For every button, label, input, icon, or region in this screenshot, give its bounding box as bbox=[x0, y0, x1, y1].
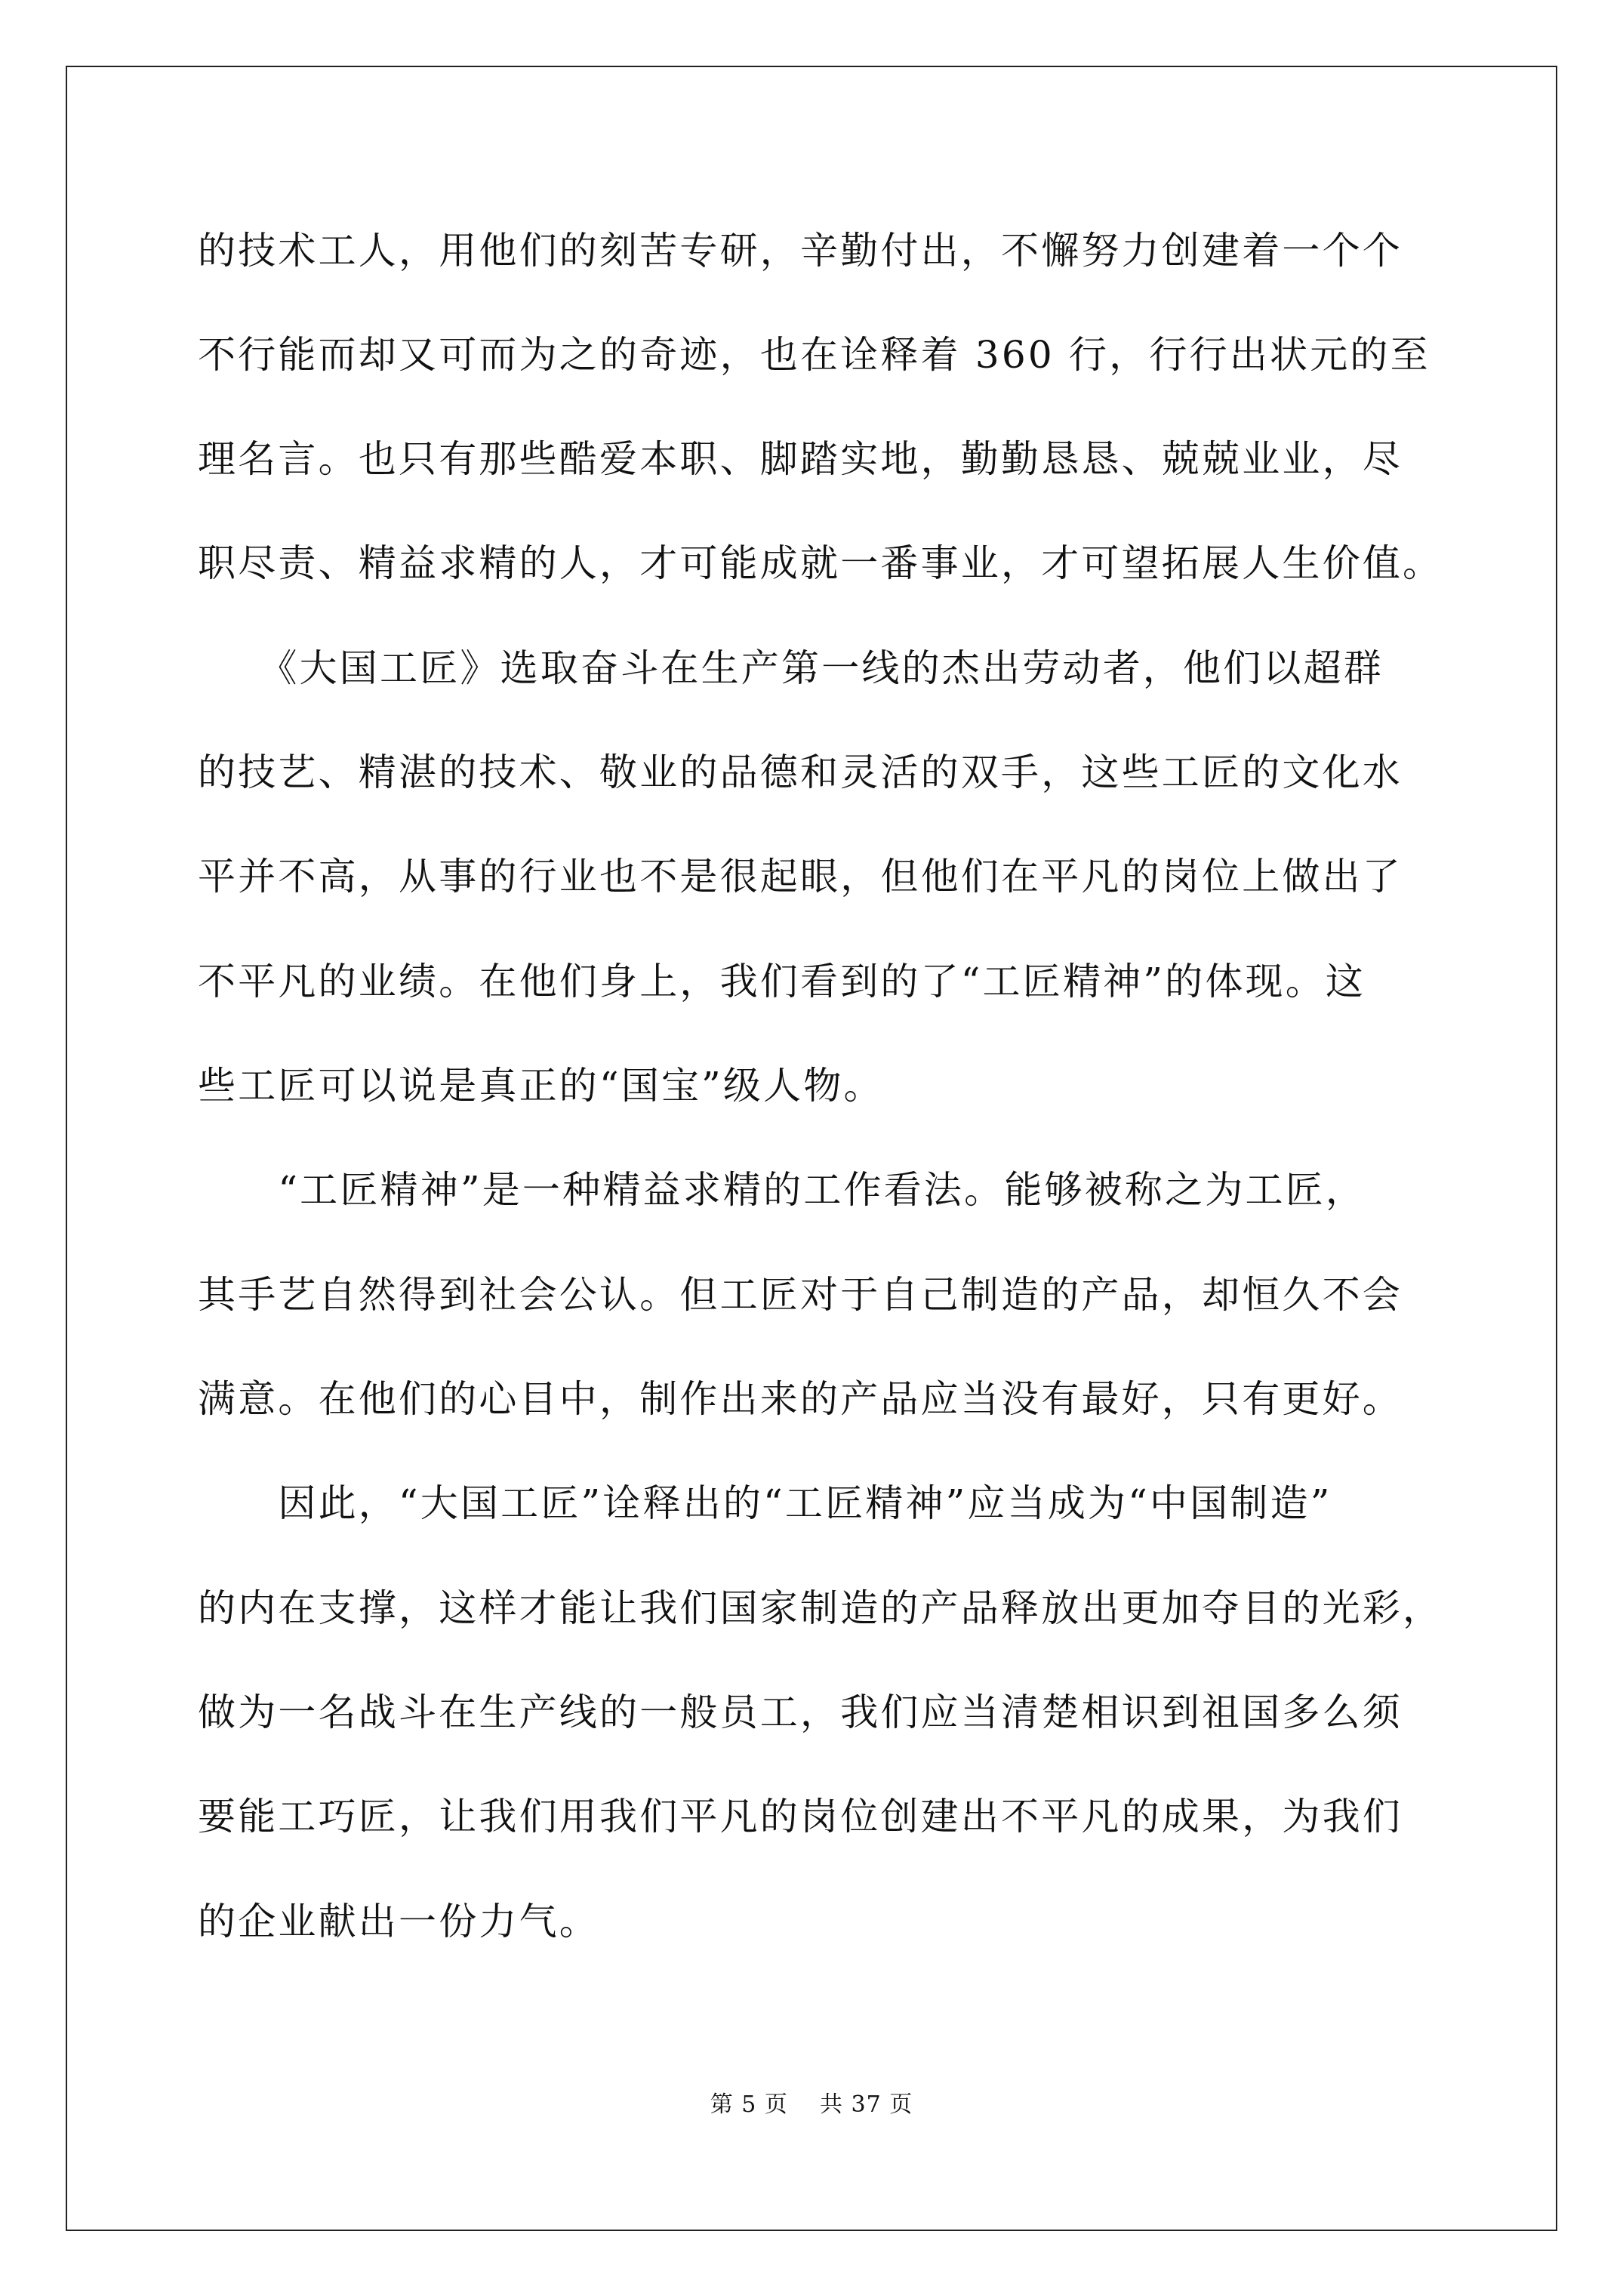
text-line: 的企业献出一份力气。 bbox=[198, 1900, 599, 1943]
text-line: 不行能而却又可而为之的奇迹，也在诠释着 360 行，行行出状元的至 bbox=[198, 333, 1431, 377]
text-line: 满意。在他们的心目中，制作出来的产品应当没有最好，只有更好。 bbox=[198, 1377, 1403, 1421]
text-line: 其手艺自然得到社会公认。但工匠对于自己制造的产品，却恒久不会 bbox=[198, 1273, 1403, 1317]
text-line: 理名言。也只有那些酷爱本职、脚踏实地，勤勤恳恳、兢兢业业，尽 bbox=[198, 437, 1403, 481]
text-line: 不平凡的业绩。在他们身上，我们看到的了“工匠精神”的体现。这 bbox=[198, 960, 1366, 1003]
text-line: 的技艺、精湛的技术、敬业的品德和灵活的双手，这些工匠的文化水 bbox=[198, 750, 1403, 794]
text-line: 要能工巧匠，让我们用我们平凡的岗位创建出不平凡的成果，为我们 bbox=[198, 1795, 1403, 1838]
text-line: 职尽责、精益求精的人，才可能成就一番事业，才可望拓展人生价值。 bbox=[198, 541, 1443, 585]
text-line: “工匠精神”是一种精益求精的工作看法。能够被称之为工匠， bbox=[198, 1168, 1366, 1212]
text-line: 些工匠可以说是真正的“国宝”级人物。 bbox=[198, 1064, 884, 1108]
text-line: 《大国工匠》选取奋斗在生产第一线的杰出劳动者，他们以超群 bbox=[198, 646, 1384, 690]
text-line: 平并不高，从事的行业也不是很起眼，但他们在平凡的岗位上做出了 bbox=[198, 855, 1403, 898]
text-line: 做为一名战斗在生产线的一般员工，我们应当清楚相识到祖国多么须 bbox=[198, 1690, 1403, 1734]
text-line: 因此，“大国工匠”诠释出的“工匠精神”应当成为“中国制造” bbox=[198, 1481, 1332, 1525]
text-line: 的内在支撑，这样才能让我们国家制造的产品释放出更加夺目的光彩， bbox=[198, 1586, 1443, 1630]
text-line: 的技术工人，用他们的刻苦专研，辛勤付出，不懈努力创建着一个个 bbox=[198, 229, 1403, 273]
page-number: 第 5 页 共 37 页 bbox=[710, 2091, 913, 2118]
